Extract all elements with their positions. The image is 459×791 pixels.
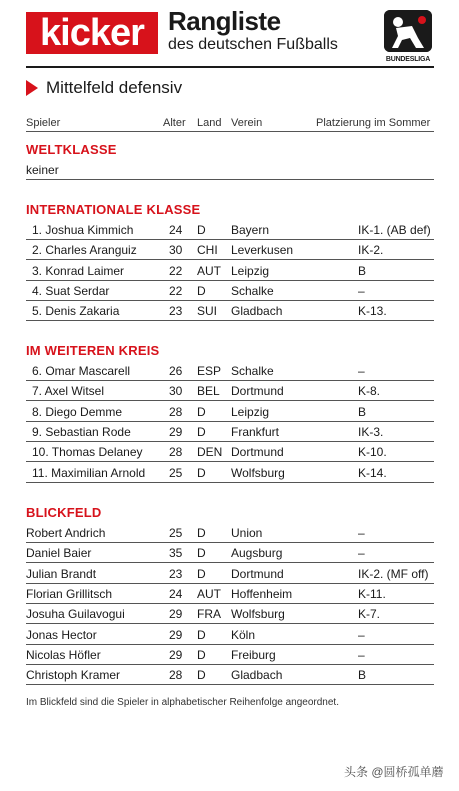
section-header [26, 76, 182, 100]
table-row [26, 402, 434, 422]
player-age: 22 [169, 263, 183, 278]
player-placement: – [358, 526, 365, 540]
player-age: 35 [169, 546, 183, 561]
player-country: BEL [197, 384, 220, 399]
player-age: 28 [169, 445, 183, 460]
player-age: 30 [169, 243, 183, 258]
row-text: keiner [26, 163, 59, 177]
triangle-marker-icon [26, 80, 38, 96]
player-club: Dortmund [231, 384, 284, 399]
player-club: Union [231, 526, 263, 540]
table-row [26, 240, 434, 260]
player-club: Leverkusen [231, 243, 294, 258]
player-club: Frankfurt [231, 424, 280, 439]
table-row [26, 361, 434, 381]
bundesliga-logo [380, 8, 436, 68]
player-age: 30 [169, 384, 183, 399]
player-club: Wolfsburg [231, 607, 285, 622]
player-placement: – [358, 647, 365, 662]
player-country: D [197, 647, 206, 662]
player-placement: B [358, 263, 367, 278]
player-club: Gladbach [231, 304, 283, 319]
player-country: D [197, 566, 206, 581]
table-row [26, 261, 434, 281]
player-country: AUT [197, 263, 221, 278]
table-row [26, 584, 434, 604]
watermark: 头条 @圆桥孤单蘑 [344, 765, 444, 779]
player-club: Dortmund [231, 566, 284, 581]
column-headers [26, 116, 434, 132]
footnote: Im Blickfeld sind die Spieler in alphabetischer Reihenfolge angeordnet. [26, 697, 339, 708]
player-club: Schalke [231, 283, 274, 298]
player-club: Wolfsburg [231, 465, 285, 480]
player-placement: K-8. [358, 384, 381, 399]
player-placement: – [358, 364, 365, 378]
player-club: Freiburg [231, 647, 276, 662]
player-age: 28 [169, 668, 183, 683]
player-placement: K-11. [358, 586, 386, 601]
table-row [26, 604, 434, 624]
col-header-land: Land [197, 117, 222, 129]
table-row [26, 422, 434, 442]
player-age: 29 [169, 424, 183, 439]
player-country: D [197, 424, 206, 439]
player-placement: – [358, 546, 365, 561]
player-name: 8. Diego Demme [32, 404, 123, 419]
table-row [26, 463, 434, 483]
table-row [26, 543, 434, 563]
player-placement: B [358, 668, 367, 683]
player-club: Leipzig [231, 263, 270, 278]
table-row [26, 301, 434, 321]
player-name: 11. Maximilian Arnold [32, 465, 146, 480]
player-placement: K-13. [358, 304, 387, 319]
group-title-weiteren: IM WEITEREN KREIS [26, 343, 160, 358]
player-club: Hoffenheim [231, 586, 293, 601]
player-country: D [197, 465, 206, 480]
player-country: SUI [197, 304, 218, 319]
player-placement: IK-2. (MF off) [358, 566, 429, 581]
player-country: D [197, 526, 206, 540]
player-country: D [197, 627, 206, 642]
player-age: 24 [169, 586, 183, 601]
player-placement: K-7. [358, 607, 381, 622]
player-age: 29 [169, 627, 183, 642]
player-placement: B [358, 404, 367, 419]
player-name: Jonas Hector [26, 627, 97, 642]
player-club: Leipzig [231, 404, 270, 419]
player-club: Bayern [231, 223, 270, 237]
player-placement: – [358, 627, 365, 642]
col-header-platzierung: Platzierung im Sommer [316, 117, 431, 129]
player-age: 24 [169, 223, 183, 237]
player-name: 6. Omar Mascarell [32, 364, 131, 378]
col-header-spieler: Spieler [26, 117, 61, 129]
player-name: Daniel Baier [26, 546, 92, 561]
player-placement: K-14. [358, 465, 387, 480]
player-age: 23 [169, 566, 183, 581]
player-country: D [197, 283, 206, 298]
player-name: Robert Andrich [26, 526, 106, 540]
player-country: ESP [197, 364, 222, 378]
player-country: D [197, 404, 206, 419]
col-header-alter: Alter [163, 117, 186, 129]
player-name: 1. Joshua Kimmich [32, 223, 134, 237]
player-country: D [197, 223, 206, 237]
player-name: 5. Denis Zakaria [32, 304, 120, 319]
player-club: Augsburg [231, 546, 283, 561]
player-country: AUT [197, 586, 221, 601]
player-age: 25 [169, 526, 183, 540]
group-title-blickfeld: BLICKFELD [26, 505, 102, 520]
player-country: FRA [197, 607, 221, 622]
group-title-weltklasse: WELTKLASSE [26, 142, 117, 157]
header-divider [26, 66, 434, 68]
player-name: 10. Thomas Delaney [32, 445, 143, 460]
player-age: 25 [169, 465, 183, 480]
group-title-international: INTERNATIONALE KLASSE [26, 202, 201, 217]
player-name: 4. Suat Serdar [32, 283, 110, 298]
bundesliga-mark-icon [384, 10, 432, 52]
player-name: 9. Sebastian Rode [32, 424, 131, 439]
player-country: DEN [197, 445, 223, 460]
table-row [26, 442, 434, 462]
player-placement: – [358, 283, 365, 298]
player-club: Schalke [231, 364, 274, 378]
player-age: 28 [169, 404, 183, 419]
player-club: Dortmund [231, 445, 284, 460]
player-name: Nicolas Höfler [26, 647, 101, 662]
player-country: D [197, 546, 206, 561]
player-club: Gladbach [231, 668, 283, 683]
player-age: 26 [169, 364, 183, 378]
player-age: 29 [169, 647, 183, 662]
page-title: Rangliste [168, 6, 281, 36]
table-row [26, 281, 434, 301]
player-name: Julian Brandt [26, 566, 97, 581]
player-name: Christoph Kramer [26, 668, 121, 683]
bundesliga-logo-text: BUNDESLIGA [385, 56, 431, 63]
player-name: 3. Konrad Laimer [32, 263, 125, 278]
kicker-logo: kicker [26, 12, 158, 54]
player-placement: K-10. [358, 445, 387, 460]
section-title: Mittelfeld defensiv [46, 78, 183, 97]
table-row [26, 523, 434, 543]
player-placement: IK-2. [358, 243, 384, 258]
player-age: 23 [169, 304, 183, 319]
table-row [26, 625, 434, 645]
player-country: CHI [197, 243, 218, 258]
table-row [26, 381, 434, 401]
player-name: Florian Grillitsch [26, 586, 113, 601]
player-club: Köln [231, 627, 256, 642]
player-name: 7. Axel Witsel [32, 384, 105, 399]
player-name: Josuha Guilavogui [26, 607, 125, 622]
player-placement: IK-3. [358, 424, 384, 439]
player-placement: IK-1. (AB def) [358, 223, 431, 237]
player-age: 22 [169, 283, 183, 298]
col-header-verein: Verein [231, 117, 263, 129]
player-name: 2. Charles Aranguiz [32, 243, 137, 258]
player-age: 29 [169, 607, 183, 622]
table-row [26, 665, 434, 685]
table-row [26, 564, 434, 584]
page-subtitle: des deutschen Fußballs [168, 36, 338, 53]
table-row [26, 160, 434, 180]
table-row [26, 220, 434, 240]
table-row [26, 645, 434, 665]
player-country: D [197, 668, 206, 683]
